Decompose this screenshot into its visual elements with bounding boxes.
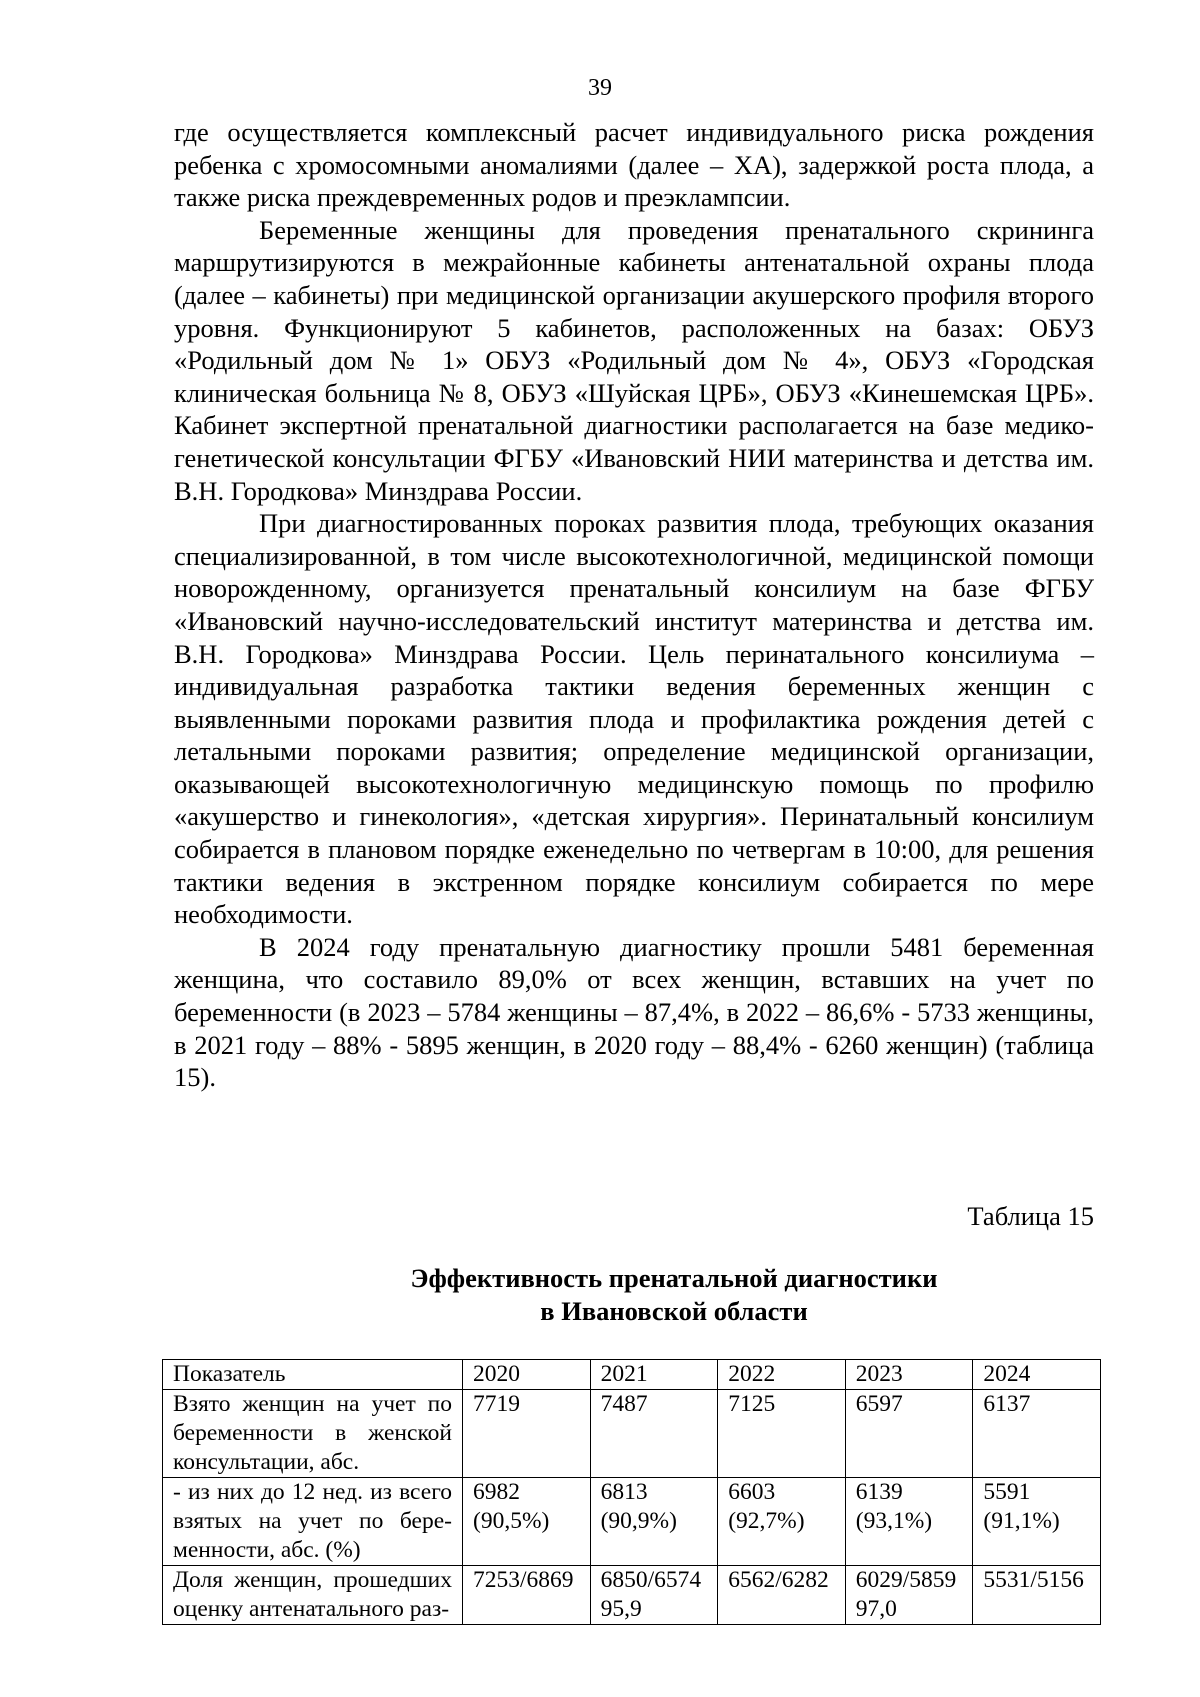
table-row	[163, 1390, 1101, 1478]
row-value-cell: 6597	[845, 1390, 973, 1478]
table-row	[163, 1478, 1101, 1566]
paragraph-3: При диагностированных пороках развития плода, требующих оказания специализированной, в том числе высокотехнологичной, медицинской помощи новорожденному, организуется пренатальный консилиум на базе ФГБУ «Ивановский научно-исследовательский институт материнства и детства им. В.Н. Городкова» Минздрава России. Цель перинатального консилиума – индивидуальная разработка тактики ведения беременных женщин с выявленными пороками развития плода и профилактика рождения детей с летальными пороками развития; определение медицинской организации, оказывающей высокотехнологичную медицинскую помощь по профилю «акушерство и гинекология», «детская хирургия». Перинатальный консилиум собирается в плановом порядке еженедельно по четвергам в 10:00, для решения тактики ведения в экстренном порядке консилиум собирается по мере необходимости.	[174, 508, 1094, 930]
row-indicator-cell: Взято женщин на учет по беременности в женской консультации, абс.	[163, 1390, 463, 1478]
paragraph-4: В 2024 году пренатальную диагностику прошли 5481 беременная женщина, что составило 89,0% от всех женщин, вставших на учет по беременности (в 2023 – 5784 женщины – 87,4%, в 2022 – 86,6% - 5733 женщины, в 2021 году – 88% - 5895 женщин, в 2020 году – 88,4% - 6260 женщин) (таблица 15).	[174, 931, 1094, 1093]
row-value-cell: 7125	[718, 1390, 846, 1478]
row-value-cell: 6029/5859 97,0	[845, 1566, 973, 1625]
row-value-cell: 5591 (91,1%)	[973, 1478, 1101, 1566]
body-text	[174, 116, 1094, 1094]
row-value-cell: 7253/6869	[463, 1566, 591, 1625]
row-value-cell: 6982 (90,5%)	[463, 1478, 591, 1566]
row-indicator-cell: - из них до 12 нед. из всего взятых на учет по бере-менности, абс. (%)	[163, 1478, 463, 1566]
header-cell-2020: 2020	[463, 1360, 591, 1390]
header-cell-indicator: Показатель	[163, 1360, 463, 1390]
table-title	[174, 1262, 1174, 1328]
row-indicator-cell: Доля женщин, прошедших оценку антенатального раз-	[163, 1566, 463, 1625]
row-value-cell: 7487	[590, 1390, 718, 1478]
row-value-cell: 6562/6282	[718, 1566, 846, 1625]
row-value-cell: 7719	[463, 1390, 591, 1478]
row-value-cell: 6850/6574 95,9	[590, 1566, 718, 1625]
header-cell-2023: 2023	[845, 1360, 973, 1390]
table-title-line-1: Эффективность пренатальной диагностики	[410, 1263, 938, 1293]
row-value-cell: 6137	[973, 1390, 1101, 1478]
row-value-cell: 6603 (92,7%)	[718, 1478, 846, 1566]
paragraph-2: Беременные женщины для проведения пренатального скрининга маршрутизируются в межрайонные кабинеты антенатальной охраны плода (далее – кабинеты) при медицинской организации акушерского профиля второго уровня. Функционируют 5 кабинетов, расположенных на базах: ОБУЗ «Родильный дом № 1» ОБУЗ «Родильный дом № 4», ОБУЗ «Городская клиническая больница № 8, ОБУЗ «Шуйская ЦРБ», ОБУЗ «Кинешемская ЦРБ». Кабинет экспертной пренатальной диагностики располагается на базе медико-генетической консультации ФГБУ «Ивановский НИИ материнства и детства им. В.Н. Городкова» Минздрава России.	[174, 214, 1094, 506]
table-title-line-2: в Ивановской области	[540, 1296, 808, 1326]
table-header-row	[163, 1360, 1101, 1390]
row-value-cell: 6813 (90,9%)	[590, 1478, 718, 1566]
table-row	[163, 1566, 1101, 1625]
prenatal-diagnostics-table	[162, 1359, 1101, 1625]
page-number: 39	[588, 75, 612, 101]
header-cell-2024: 2024	[973, 1360, 1101, 1390]
table-label: Таблица 15	[967, 1201, 1094, 1231]
header-cell-2022: 2022	[718, 1360, 846, 1390]
row-value-cell: 6139 (93,1%)	[845, 1478, 973, 1566]
header-cell-2021: 2021	[590, 1360, 718, 1390]
paragraph-1: где осуществляется комплексный расчет индивидуального риска рождения ребенка с хромосомными аномалиями (далее – ХА), задержкой роста плода, а также риска преждевременных родов и преэклампсии.	[174, 117, 1094, 213]
row-value-cell: 5531/5156	[973, 1566, 1101, 1625]
